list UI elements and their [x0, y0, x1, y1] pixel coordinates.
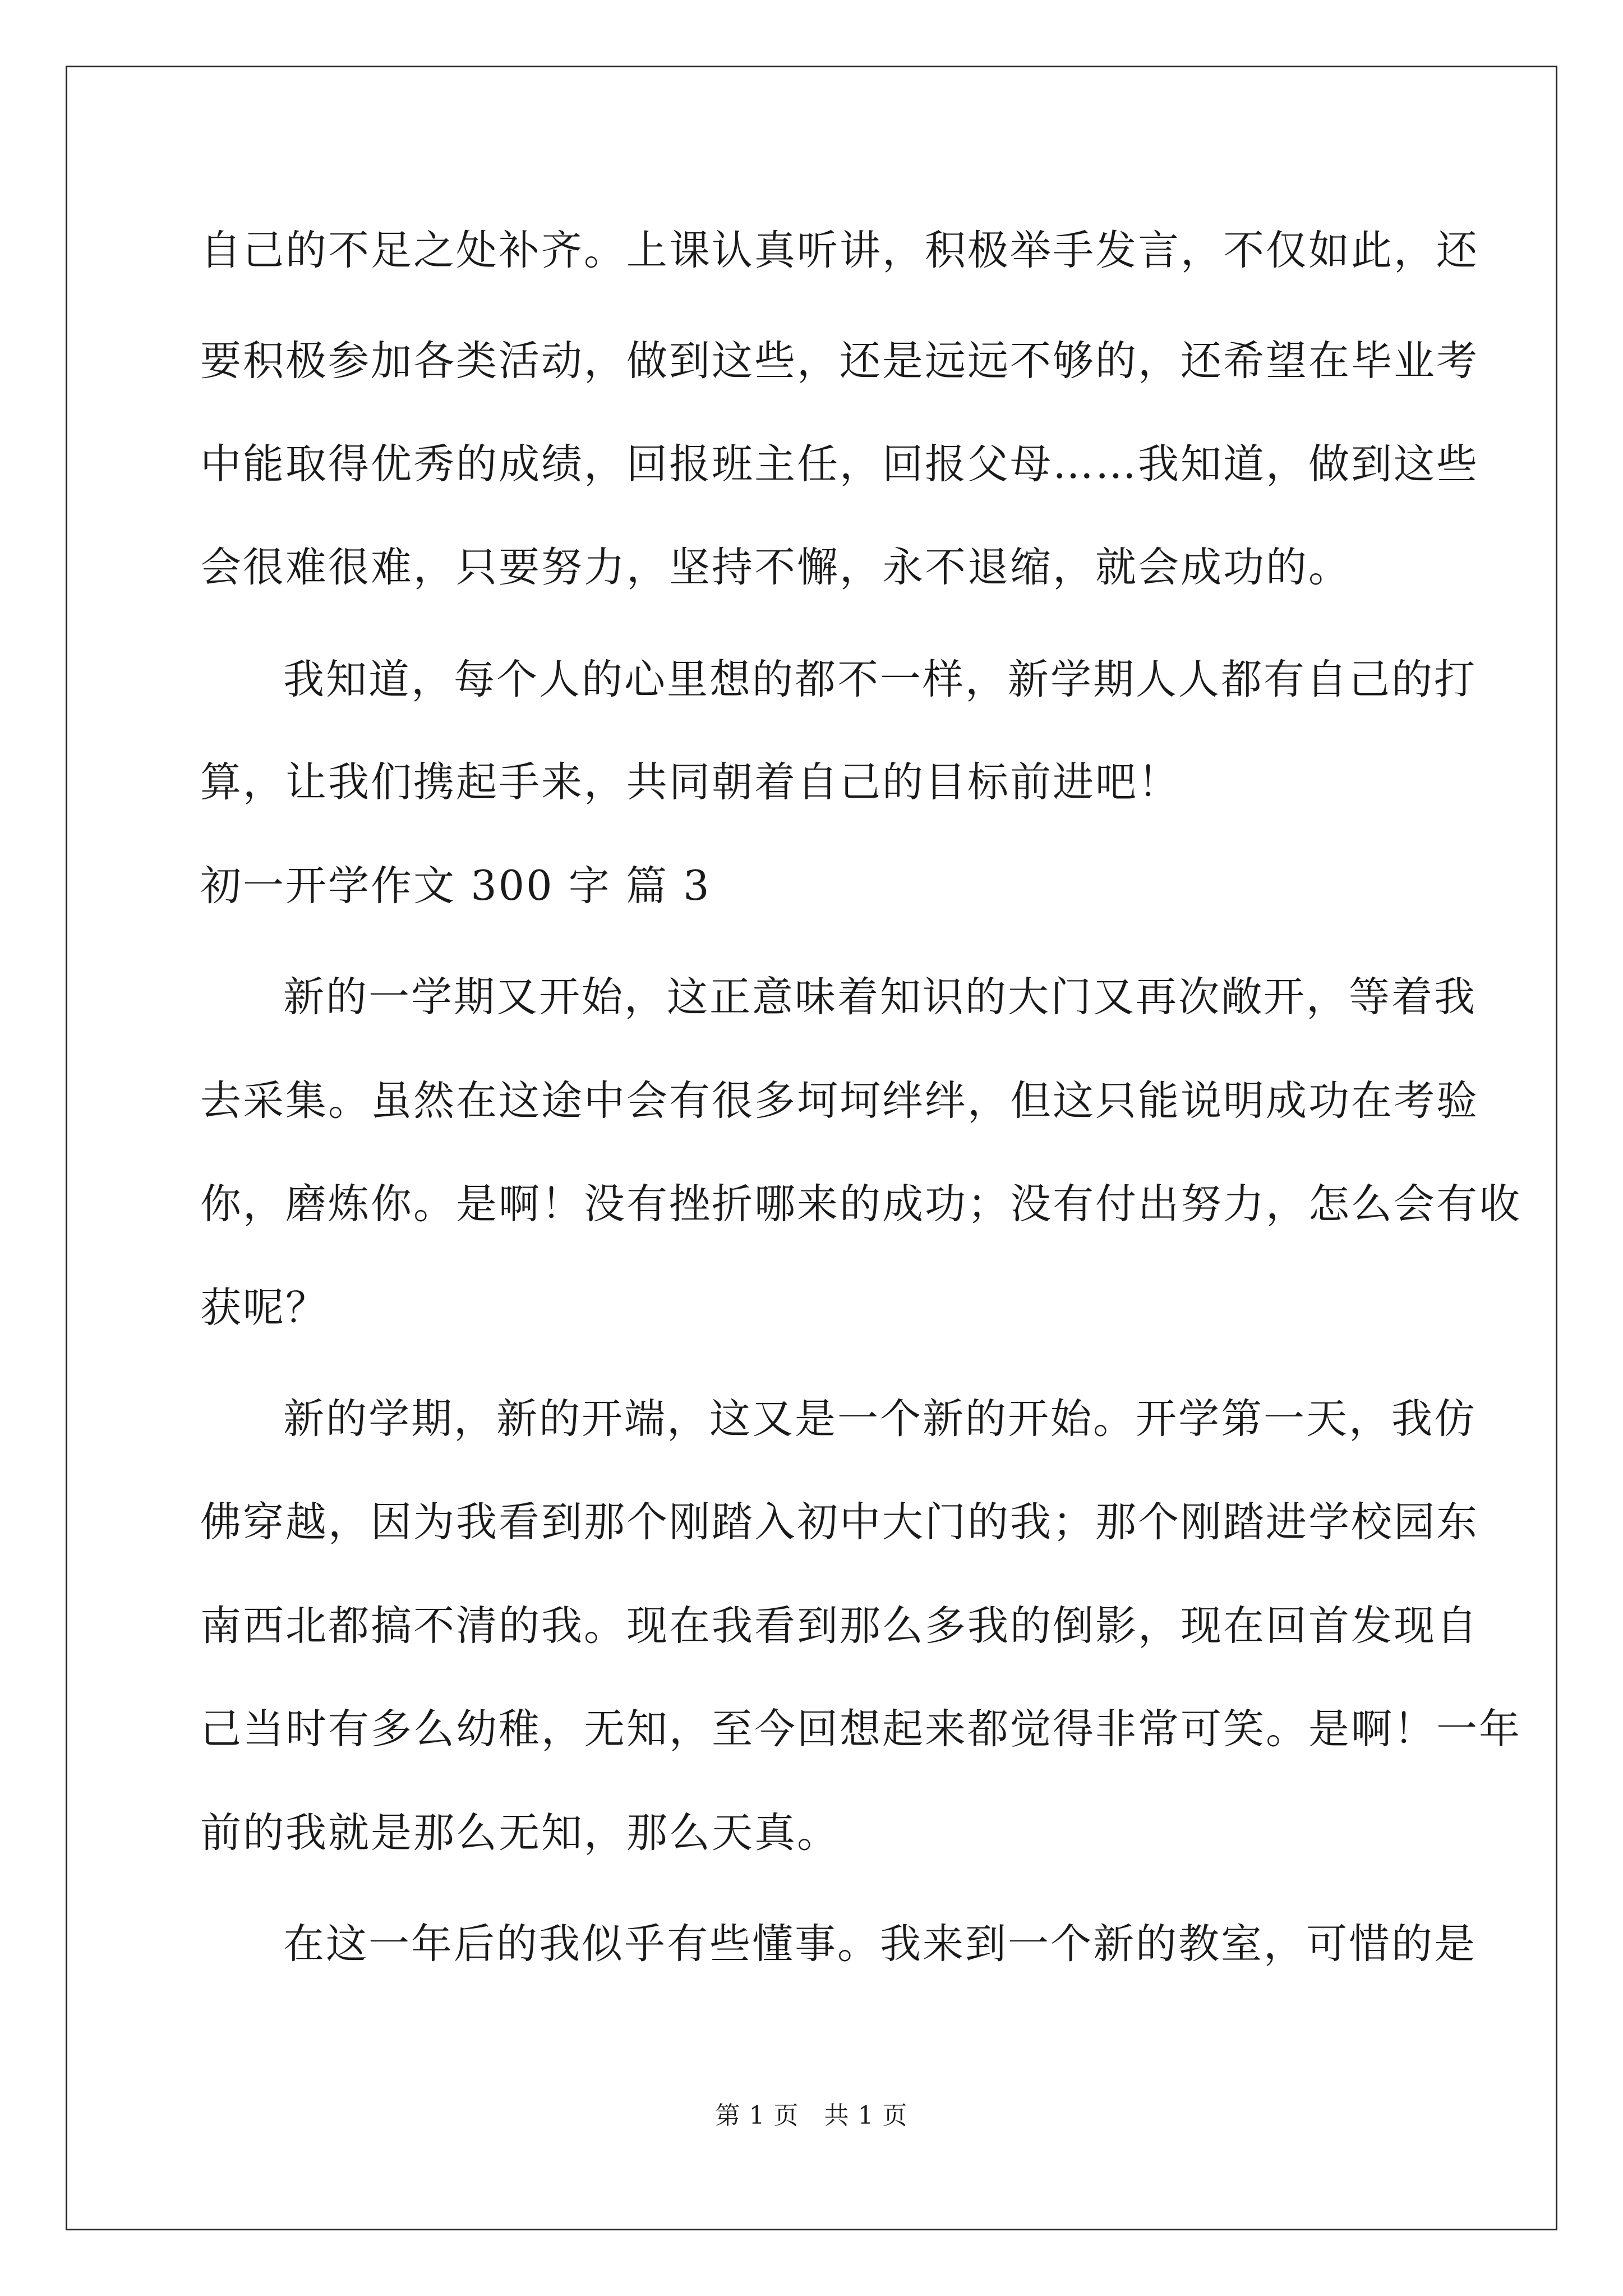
- paragraph-first-line: 我知道，每个人的心里想的都不一样，新学期人人都有自己的打: [283, 656, 1477, 703]
- paragraph-first-line: 新的一学期又开始，这正意味着知识的大门又再次敞开，等着我: [283, 973, 1477, 1021]
- body-text-line: 算，让我们携起手来，共同朝着自己的目标前进吧！: [200, 758, 1181, 806]
- body-text-line: 己当时有多么幼稚，无知，至今回想起来都觉得非常可笑。是啊！一年: [200, 1705, 1521, 1753]
- body-text-line: 去采集。虽然在这途中会有很多坷坷绊绊，但这只能说明成功在考验: [200, 1077, 1479, 1125]
- body-text-line: 佛穿越，因为我看到那个刚踏入初中大门的我；那个刚踏进学校园东: [200, 1498, 1479, 1546]
- body-text-line: 南西北都搞不清的我。现在我看到那么多我的倒影，现在回首发现自: [200, 1602, 1479, 1650]
- body-text-line: 会很难很难，只要努力，坚持不懈，永不退缩，就会成功的。: [200, 544, 1351, 591]
- paragraph-first-line: 新的学期，新的开端，这又是一个新的开始。开学第一天，我仿: [283, 1395, 1477, 1443]
- section-heading: 初一开学作文 300 字 篇 3: [200, 862, 711, 910]
- paragraph-first-line: 在这一年后的我似乎有些懂事。我来到一个新的教室，可惜的是: [283, 1920, 1477, 1968]
- body-text-line: 中能取得优秀的成绩，回报班主任，回报父母……我知道，做到这些: [200, 440, 1479, 488]
- body-text-line: 自己的不足之处补齐。上课认真听讲，积极举手发言，不仅如此，还: [200, 227, 1479, 274]
- body-text-line: 你，磨炼你。是啊！没有挫折哪来的成功；没有付出努力，怎么会有收: [200, 1180, 1521, 1228]
- body-text-line: 要积极参加各类活动，做到这些，还是远远不够的，还希望在毕业考: [200, 337, 1479, 385]
- page-border: [66, 66, 1557, 2230]
- body-text-line: 前的我就是那么无知，那么天真。: [200, 1809, 840, 1857]
- page-number-footer: 第 1 页 共 1 页: [715, 2101, 908, 2130]
- body-text-line: 获呢？: [200, 1284, 328, 1332]
